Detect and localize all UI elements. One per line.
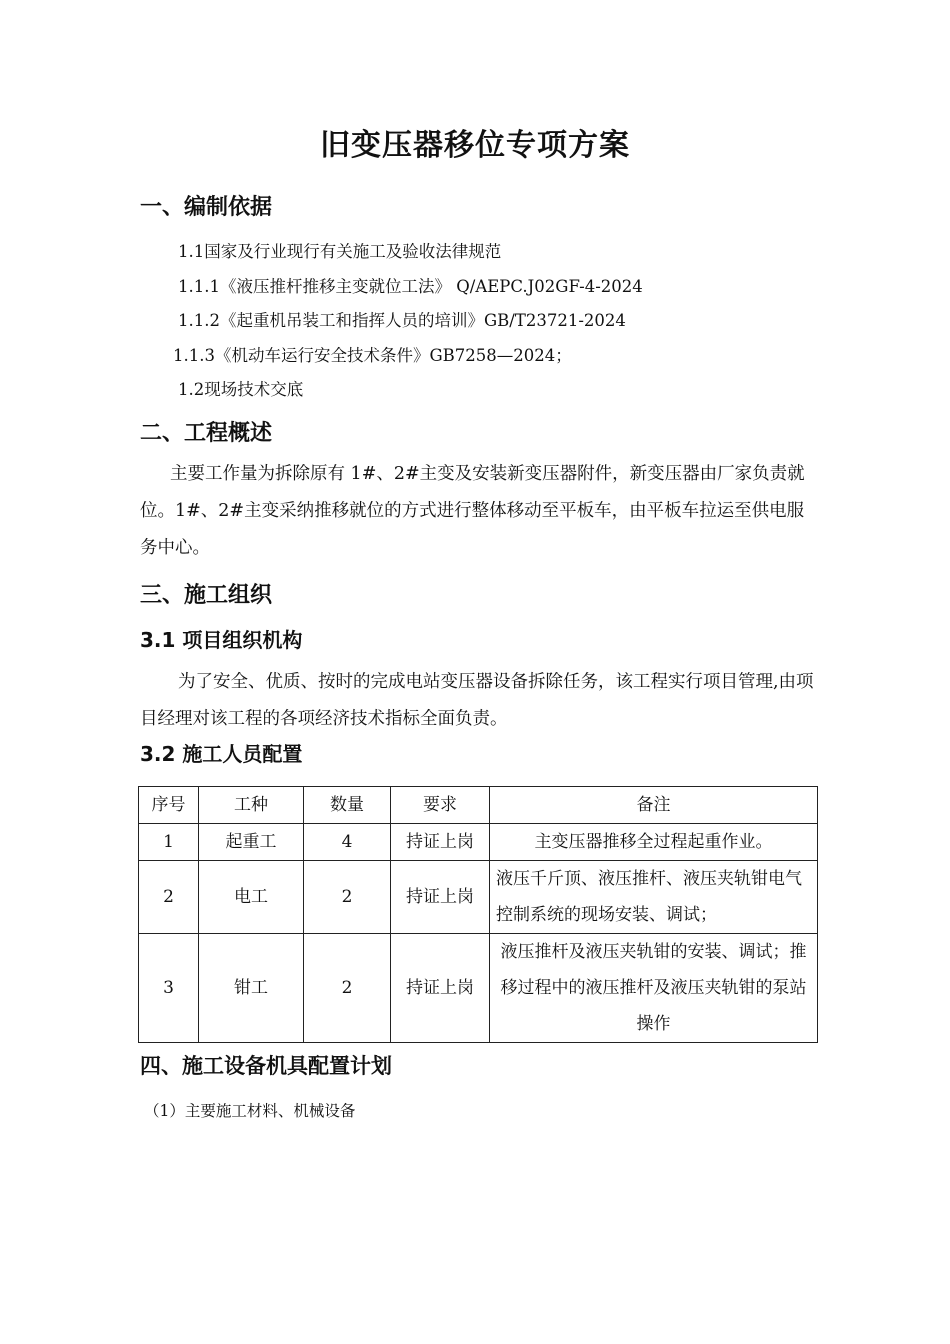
staff-table [138, 786, 818, 1043]
subsection-3-2-heading: 3.2 施工人员配置 [140, 742, 303, 766]
cell-requirement: 持证上岗 [391, 824, 490, 861]
equipment-item-1: （1）主要施工材料、机械设备 [144, 1102, 356, 1120]
basis-line-5: 1.2现场技术交底 [178, 380, 304, 399]
cell-trade: 钳工 [199, 934, 304, 1043]
overview-paragraph [140, 456, 820, 567]
table-row [139, 861, 818, 934]
table-header-row [139, 787, 818, 824]
cell-count: 4 [304, 824, 391, 861]
section-3-heading: 三、施工组织 [140, 583, 273, 608]
cell-count: 2 [304, 934, 391, 1043]
cell-remark: 液压千斤顶、液压推杆、液压夹轨钳电气控制系统的现场安装、调试； [490, 861, 818, 934]
cell-count: 2 [304, 861, 391, 934]
header-requirement: 要求 [391, 787, 490, 824]
overview-text: 主要工作量为拆除原有 1#、2#主变及安装新变压器附件，新变压器由厂家负责就位。1#、2#主变采纳推移就位的方式进行整体移动至平板车，由平板车拉运至供电服务中心。 [140, 464, 805, 558]
basis-line-3: 1.1.2《起重机吊装工和指挥人员的培训》GB/T23721-2024 [178, 311, 626, 330]
document-title: 旧变压器移位专项方案 [320, 128, 630, 163]
organization-paragraph [140, 664, 820, 738]
cell-remark: 液压推杆及液压夹轨钳的安装、调试；推移过程中的液压推杆及液压夹轨钳的泵站操作 [490, 934, 818, 1043]
organization-text: 为了安全、优质、按时的完成电站变压器设备拆除任务，该工程实行项目管理,由项目经理对该工程的各项经济技术指标全面负责。 [140, 672, 814, 729]
subsection-3-1-heading: 3.1 项目组织机构 [140, 628, 303, 652]
section-4-heading: 四、施工设备机具配置计划 [140, 1054, 392, 1078]
header-count: 数量 [304, 787, 391, 824]
header-trade: 工种 [199, 787, 304, 824]
cell-remark: 主变压器推移全过程起重作业。 [490, 824, 818, 861]
basis-line-1: 1.1国家及行业现行有关施工及验收法律规范 [178, 242, 502, 261]
basis-line-2: 1.1.1《液压推杆推移主变就位工法》 Q/AEPC.J02GF-4-2024 [178, 277, 643, 296]
basis-line-4: 1.1.3《机动车运行安全技术条件》GB7258—2024； [173, 346, 572, 365]
header-remark: 备注 [490, 787, 818, 824]
cell-trade: 起重工 [199, 824, 304, 861]
cell-index: 2 [139, 861, 199, 934]
table-row [139, 934, 818, 1043]
cell-requirement: 持证上岗 [391, 861, 490, 934]
cell-index: 1 [139, 824, 199, 861]
section-2-heading: 二、工程概述 [140, 421, 273, 446]
cell-requirement: 持证上岗 [391, 934, 490, 1043]
cell-trade: 电工 [199, 861, 304, 934]
section-1-heading: 一、编制依据 [140, 195, 273, 220]
table-row [139, 824, 818, 861]
cell-index: 3 [139, 934, 199, 1043]
header-index: 序号 [139, 787, 199, 824]
